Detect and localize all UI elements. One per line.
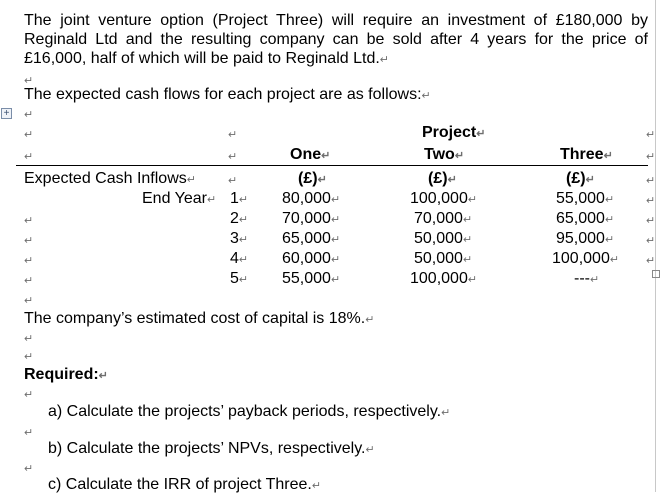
year-cell: 3 ↵ [230, 230, 248, 248]
row-end-mark [646, 174, 655, 187]
header-three: Three ↵ [560, 146, 613, 164]
paragraph-mark [422, 90, 431, 102]
row-end-mark [646, 254, 655, 267]
cost-of-capital: The company’s estimated cost of capital is 18%. ↵ [24, 310, 374, 328]
value-two: 50,000 ↵ [414, 250, 472, 268]
cell-mark [24, 108, 33, 121]
paragraph-mark [24, 332, 33, 345]
row-end-mark [646, 234, 655, 247]
intro-paragraph [24, 11, 648, 70]
required-heading: Required: ↵ [24, 366, 108, 384]
value-three: 55,000 ↵ [556, 190, 614, 208]
row-end-mark [646, 214, 655, 227]
paragraph-mark [24, 462, 33, 475]
cell-mark [24, 234, 33, 247]
cell-mark [24, 128, 33, 141]
cell-mark [228, 174, 237, 187]
table-resize-handle[interactable] [652, 270, 660, 278]
value-three: 65,000 ↵ [556, 210, 614, 228]
value-three: 95,000 ↵ [556, 230, 614, 248]
move-handle-icon[interactable]: + [1, 108, 12, 119]
cell-mark [228, 150, 237, 163]
paragraph-mark [24, 294, 33, 307]
value-two: 70,000 ↵ [414, 210, 472, 228]
cashflows-intro-text: The expected cash flows for each project are as follows: [24, 86, 422, 103]
value-three: 100,000 ↵ [552, 250, 619, 268]
year-cell: 2 ↵ [230, 210, 248, 228]
row-end-mark [646, 128, 655, 141]
value-one: 65,000 ↵ [282, 230, 340, 248]
year-cell: 4 ↵ [230, 250, 248, 268]
paragraph-mark [380, 54, 389, 66]
question-b: b) Calculate the projects’ NPVs, respectively. ↵ [48, 440, 375, 458]
question-c: c) Calculate the IRR of project Three. ↵ [48, 476, 321, 494]
value-one: 80,000 ↵ [282, 190, 340, 208]
value-two: 100,000 ↵ [410, 270, 477, 288]
cell-mark [228, 128, 237, 141]
cashflows-intro [24, 86, 431, 104]
intro-text: The joint venture option (Project Three) will require an investment of £180,000 by Reginald Ltd and the resulting company can be sold after 4 years for the price of £16,000, half of which will be paid to Reginald Ltd. [24, 12, 648, 67]
cell-mark [24, 254, 33, 267]
value-one: 55,000 ↵ [282, 270, 340, 288]
paragraph-mark [24, 350, 33, 363]
value-two: 50,000 ↵ [414, 230, 472, 248]
table-rule [16, 165, 648, 166]
row-label: Expected Cash Inflows ↵ [24, 170, 196, 188]
cell-mark [24, 150, 33, 163]
unit-one: (£) ↵ [298, 170, 327, 188]
year-cell: 5 ↵ [230, 270, 248, 288]
year-cell: 1 ↵ [230, 190, 248, 208]
row-end-mark [646, 194, 655, 207]
header-project: Project ↵ [422, 124, 485, 142]
header-one: One ↵ [290, 146, 330, 164]
value-one: 70,000 ↵ [282, 210, 340, 228]
unit-two: (£) ↵ [428, 170, 457, 188]
paragraph-mark [24, 426, 33, 439]
question-a: a) Calculate the projects’ payback periods, respectively. ↵ [48, 403, 450, 421]
row-end-mark [646, 150, 655, 163]
header-two: Two ↵ [424, 146, 464, 164]
cell-mark [24, 274, 33, 287]
unit-three: (£) ↵ [566, 170, 595, 188]
paragraph-mark [24, 388, 33, 401]
value-two: 100,000 ↵ [410, 190, 477, 208]
value-one: 60,000 ↵ [282, 250, 340, 268]
cell-mark [24, 214, 33, 227]
value-three: --- ↵ [574, 270, 599, 288]
end-year-label: End Year ↵ [142, 190, 216, 208]
